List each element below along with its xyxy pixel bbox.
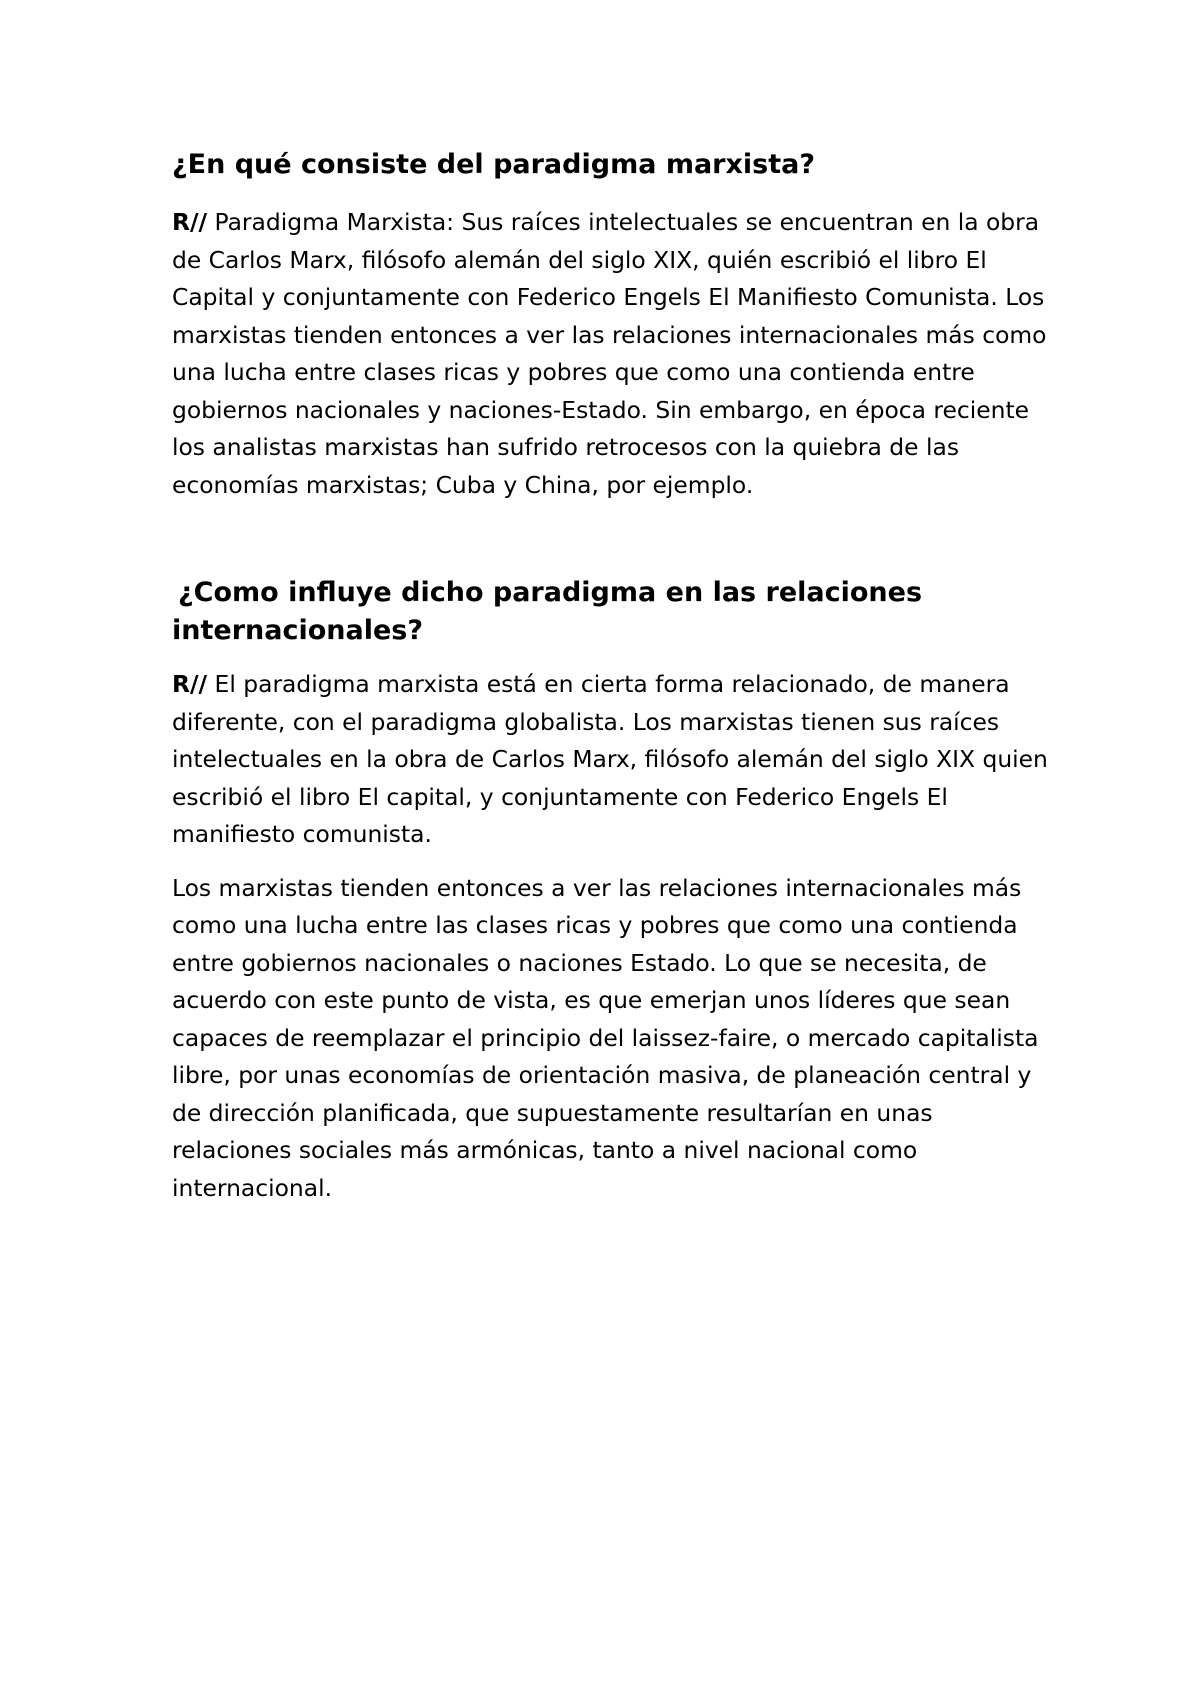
heading-line: internacionales? [172, 615, 424, 646]
paragraph-line: internacional. [172, 1173, 333, 1202]
paragraph-line: capaces de reemplazar el principio del laissez-faire, o mercado capitalista [172, 1023, 1039, 1052]
answer-paragraph-1 [172, 204, 1047, 504]
paragraph-line: como una lucha entre las clases ricas y pobres que como una contienda [172, 911, 1018, 939]
answer-line: intelectuales en la obra de Carlos Marx, filósofo alemán del siglo XIX quien [172, 745, 1048, 773]
answer-line: diferente, con el paradigma globalista. Los marxistas tienen sus raíces [172, 707, 1000, 736]
answer-line [172, 204, 1042, 242]
answer-line: marxistas tienden entonces a ver las relaciones internacionales más como [172, 320, 1047, 349]
answer-line-text: Paradigma Marxista: Sus raíces intelectuales se encuentran en la obra [207, 208, 1040, 236]
answer-paragraph-2 [172, 666, 1048, 854]
answer-line: Capital y conjuntamente con Federico Engels El Manifiesto Comunista. Los [172, 283, 1045, 311]
body-paragraph-3 [172, 870, 1042, 1208]
paragraph-line: acuerdo con este punto de vista, es que emerjan unos líderes que sean [172, 986, 1011, 1014]
answer-line: los analistas marxistas han sufrido retrocesos con la quiebra de las [172, 433, 960, 461]
answer-line [172, 666, 1042, 704]
answer-prefix: R// [172, 208, 208, 236]
heading-line: ¿Como influye dicho paradigma en las relaciones [178, 577, 923, 608]
answer-line: escribió el libro El capital, y conjuntamente con Federico Engels El [172, 782, 948, 811]
question-heading-2 [172, 574, 1042, 650]
answer-line-text: El paradigma marxista está en cierta forma relacionado, de manera [207, 670, 1010, 698]
paragraph-line: entre gobiernos nacionales o naciones Estado. Lo que se necesita, de [172, 948, 987, 977]
paragraph-line: Los marxistas tienden entonces a ver las relaciones internacionales más [172, 873, 1022, 902]
question-heading-1: ¿En qué consiste del paradigma marxista? [172, 149, 816, 180]
paragraph-line: libre, por unas economías de orientación masiva, de planeación central y [172, 1061, 1032, 1089]
answer-line: gobiernos nacionales y naciones-Estado. Sin embargo, en época reciente [172, 395, 1030, 424]
paragraph-line: de dirección planificada, que supuestamente resultarían en unas [172, 1098, 933, 1127]
answer-line: una lucha entre clases ricas y pobres que como una contienda entre [172, 358, 975, 386]
answer-prefix: R// [172, 670, 208, 698]
answer-line: economías marxistas; Cuba y China, por ejemplo. [172, 470, 754, 499]
answer-line: de Carlos Marx, filósofo alemán del siglo XIX, quién escribió el libro El [172, 245, 987, 274]
document-page [172, 146, 1048, 1207]
paragraph-line: relaciones sociales más armónicas, tanto a nivel nacional como [172, 1136, 918, 1164]
answer-line: manifiesto comunista. [172, 820, 432, 848]
